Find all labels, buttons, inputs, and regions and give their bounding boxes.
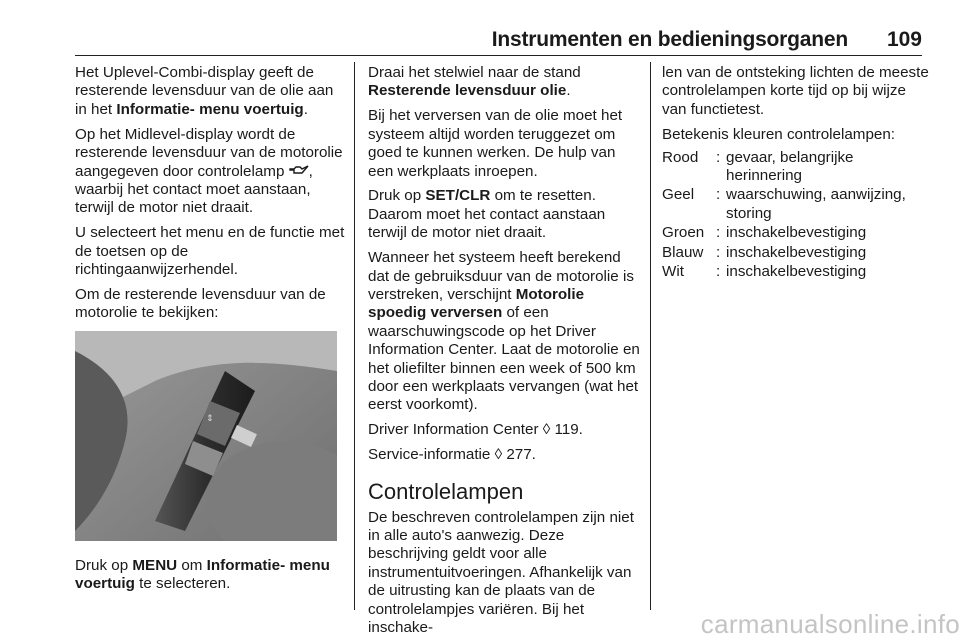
- paragraph: Om de resterende levensduur van de motorolie te bekijken:: [75, 285, 326, 322]
- color-separator: :: [716, 186, 721, 204]
- color-name: Geel: [662, 186, 695, 204]
- paragraph: De beschreven controlelampen zijn niet in alle auto's aanwezig. Deze beschrijving geldt voor alle instrumentuitvoeringen. Afhankelijk van de uitrusting kan de plaats van de controlelampjes variëren. Bij het inschake-: [368, 508, 634, 637]
- header-rule: [75, 55, 922, 56]
- color-name: Groen: [662, 224, 705, 242]
- color-description: inschakelbevestiging: [726, 243, 867, 261]
- lever-photo: [75, 331, 337, 541]
- chapter-title: Instrumenten en bedieningsorganen: [491, 28, 848, 51]
- color-name: Rood: [662, 148, 699, 166]
- column-2: [368, 64, 640, 644]
- paragraph: Wanneer het systeem heeft berekend dat de gebruiksduur van de motorolie is verstreken, verschijnt Motorolie spoedig verversen of een waarschuwingscode op het Driver Information Center. Laat de motorolie en het oliefilter binnen een week of 500 km door een werkplaats vervangen (wat het eerst voorkomt).: [368, 249, 640, 414]
- column-divider-1: [354, 62, 355, 610]
- column-3: [662, 64, 930, 281]
- page-header: [0, 0, 960, 56]
- cross-reference: Driver Information Center ◊ 119.: [368, 421, 583, 439]
- color-separator: :: [716, 224, 721, 242]
- svg-text:⇕: ⇕: [206, 413, 214, 424]
- color-description: inschakelbevestiging: [726, 263, 867, 281]
- paragraph: Draai het stelwiel naar de stand Resterende levensduur olie.: [368, 64, 581, 100]
- column-1: [75, 64, 345, 600]
- paragraph: Druk op SET/CLR om te resetten. Daarom moet het contact aanstaan terwijl de motor niet draait.: [368, 187, 606, 242]
- paragraph: Op het Midlevel-display wordt de resterende levensduur van de motorolie aangegeven door controlelamp , waarbij het contact moet aanstaan, terwijl de motor niet draait.: [75, 125, 343, 217]
- page-number: 109: [886, 28, 922, 51]
- oil-can-icon: [289, 163, 309, 181]
- column-divider-2: [650, 62, 651, 610]
- color-description: waarschuwing, aanwijzing, storing: [726, 186, 906, 222]
- color-description: gevaar, belangrijke herinnering: [726, 148, 854, 185]
- color-description: inschakelbevestiging: [726, 224, 867, 242]
- color-name: Wit: [662, 263, 684, 281]
- color-separator: :: [716, 148, 721, 166]
- color-separator: :: [716, 263, 721, 281]
- paragraph: Druk op MENU om Informatie- menu voertuig te selecteren.: [75, 556, 330, 593]
- paragraph: Bij het verversen van de olie moet het systeem altijd worden teruggezet om goed te kunnen werken. De hulp van een werkplaats inroepen.: [368, 107, 623, 180]
- color-separator: :: [716, 243, 721, 261]
- paragraph: Betekenis kleuren controlelampen:: [662, 125, 896, 143]
- paragraph: U selecteert het menu en de functie met de toetsen op de richtingaanwijzerhendel.: [75, 224, 345, 279]
- watermark: carmanualsonline.info: [700, 609, 960, 639]
- section-heading: Controlelampen: [368, 478, 524, 504]
- color-meaning-table: [662, 149, 930, 282]
- paragraph: Het Uplevel-Combi-display geeft de resterende levensduur van de olie aan in het Informatie- menu voertuig.: [75, 64, 334, 118]
- cross-reference: Service-informatie ◊ 277.: [368, 446, 536, 464]
- color-name: Blauw: [662, 243, 704, 261]
- paragraph: len van de ontsteking lichten de meeste controlelampen korte tijd op bij wijze van functietest.: [662, 64, 929, 118]
